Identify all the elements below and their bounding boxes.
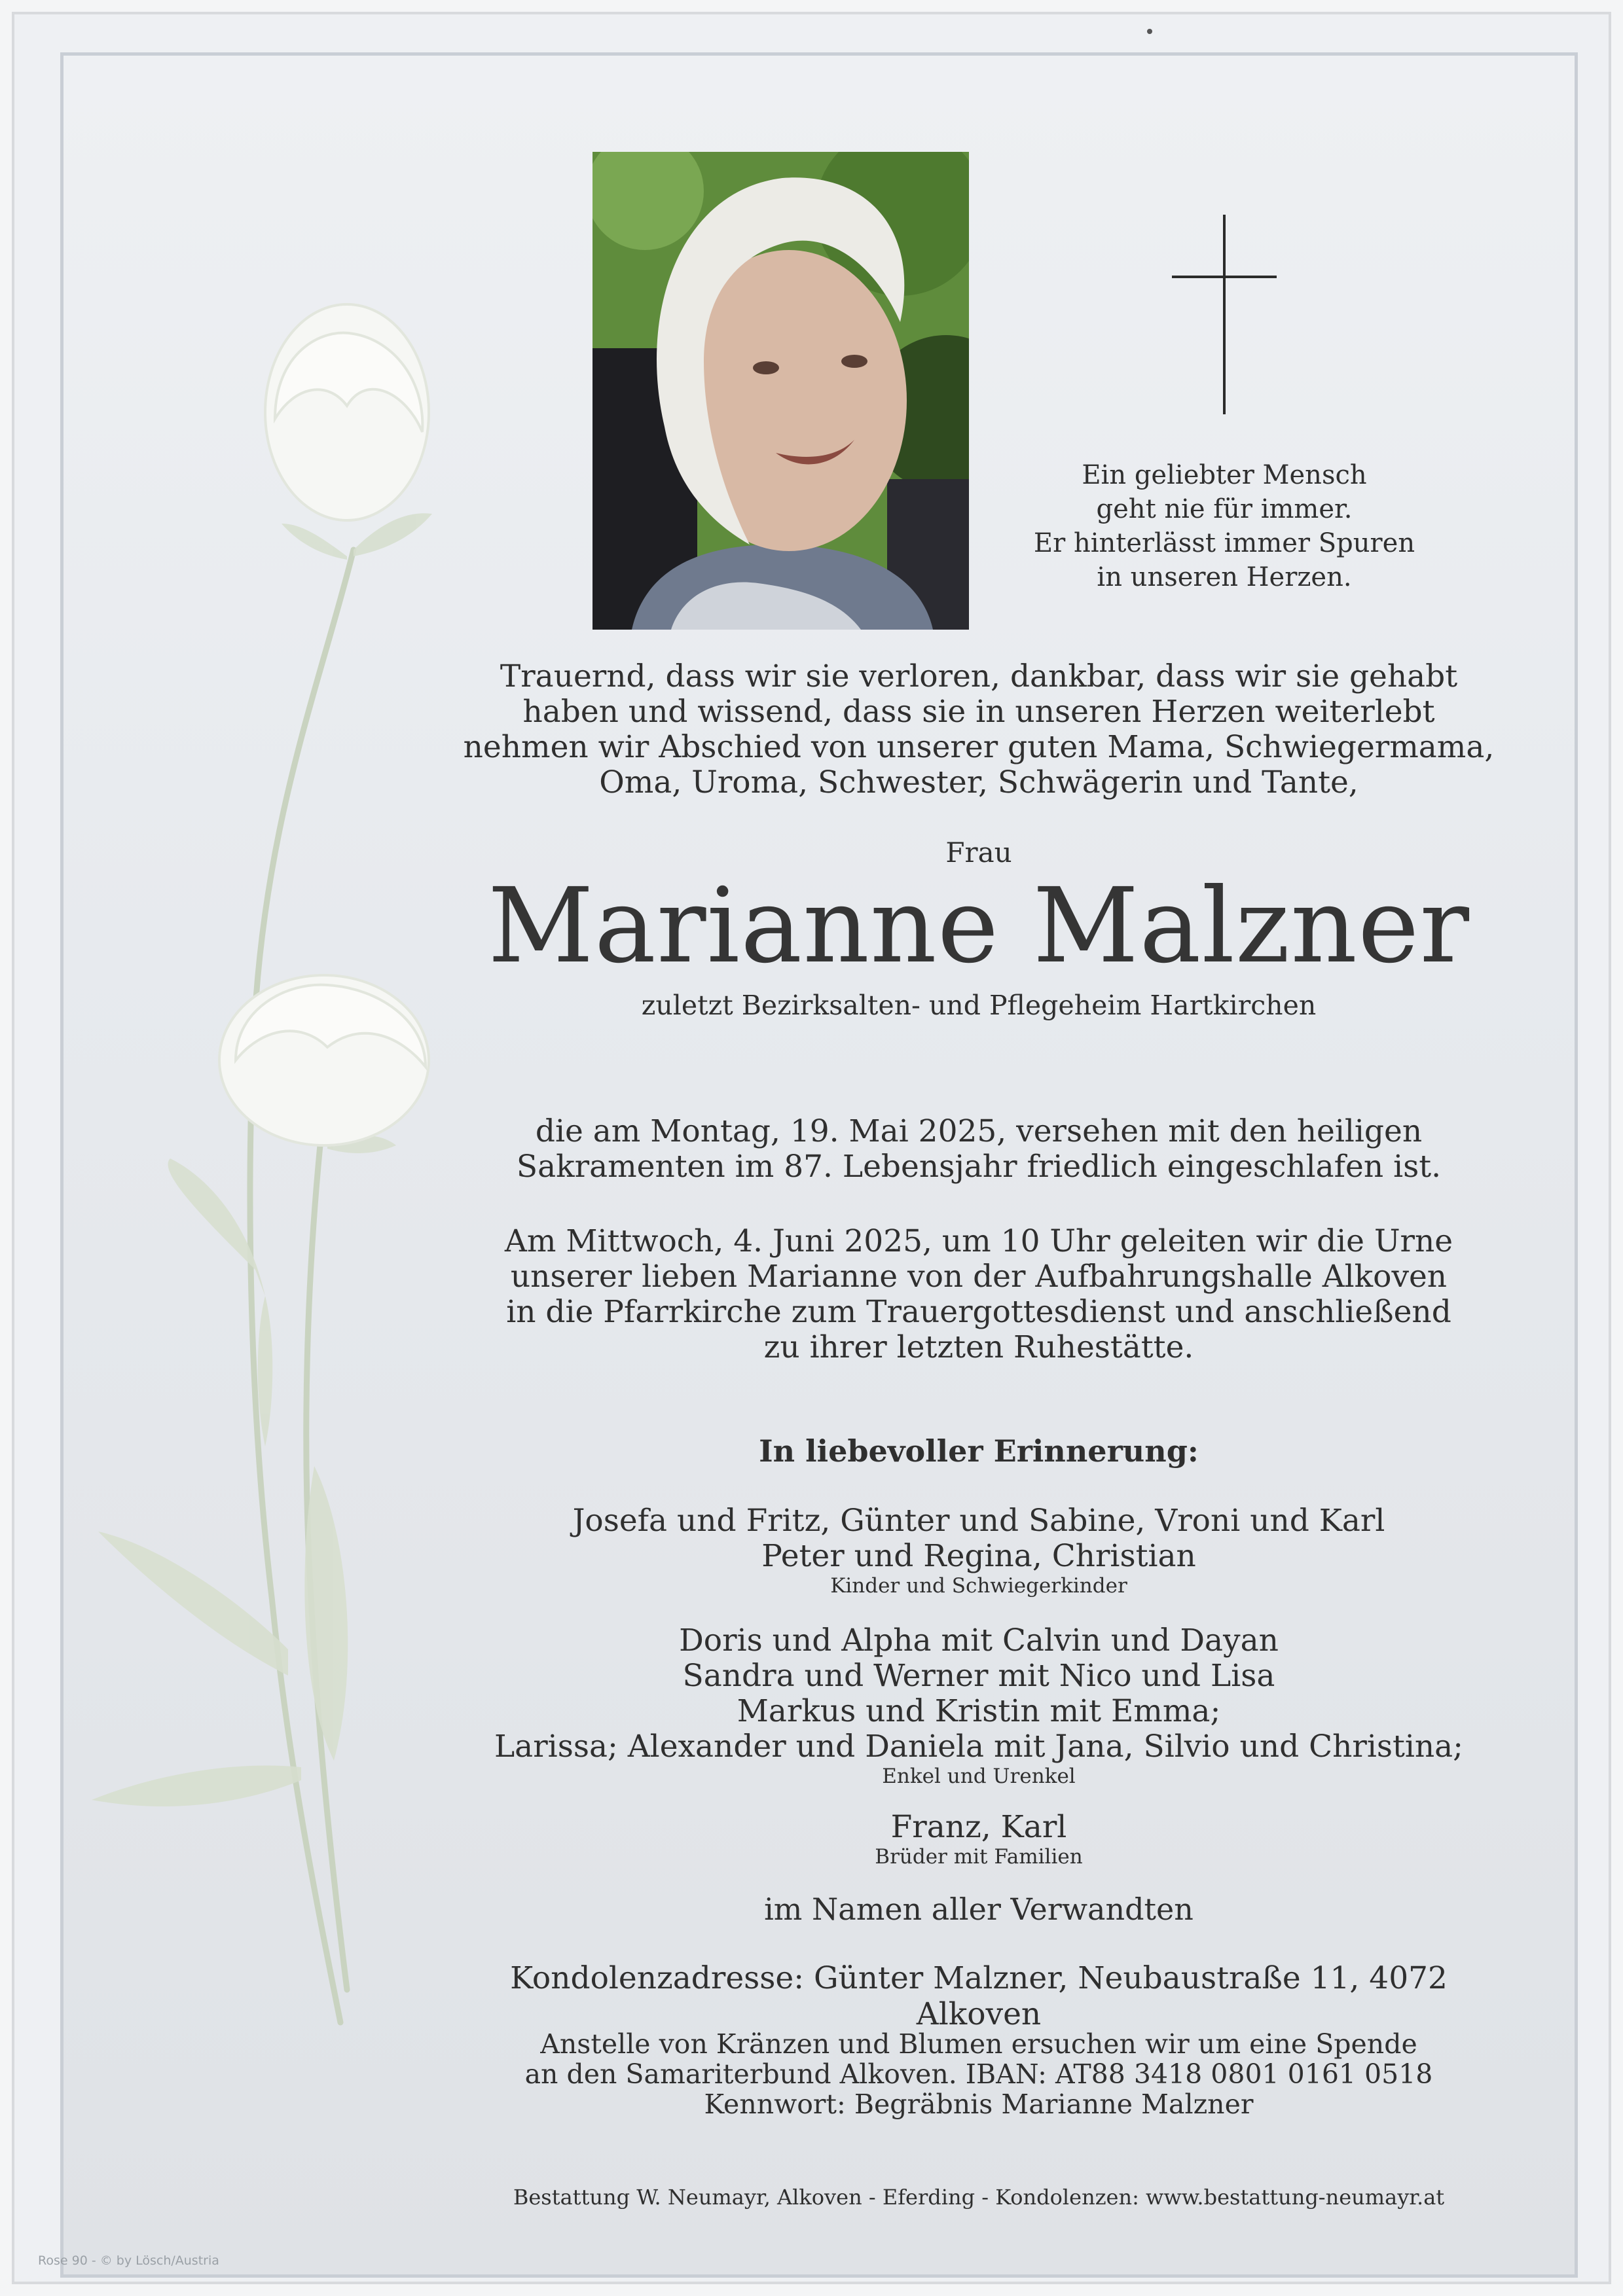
donation-line: an den Samariterbund Alkoven. IBAN: AT88 3418 0801 0161 0518 bbox=[524, 2058, 1433, 2090]
deceased-name: Marianne Malzner bbox=[487, 866, 1470, 986]
memorial-quote bbox=[1021, 458, 1427, 594]
condolence-address: Kondolenzadresse: Günter Malzner, Neubaustraße 11, 4072 Alkoven bbox=[510, 1960, 1448, 2032]
death-line: Sakramenten im 87. Lebensjahr friedlich eingeschlafen ist. bbox=[516, 1149, 1442, 1185]
white-rose-illustration bbox=[39, 288, 498, 2055]
intro-line: Trauernd, dass wir sie verloren, dankbar, dass wir sie gehabt bbox=[500, 658, 1458, 694]
quote-line: Er hinterlässt immer Spuren bbox=[1033, 528, 1415, 558]
mourner-line: Franz, Karl bbox=[890, 1809, 1067, 1845]
death-notice bbox=[458, 1114, 1499, 1185]
funeral-line: Am Mittwoch, 4. Juni 2025, um 10 Uhr geleiten wir die Urne bbox=[504, 1223, 1453, 1259]
death-line: die am Montag, 19. Mai 2025, versehen mit den heiligen bbox=[535, 1113, 1423, 1149]
last-residence: zuletzt Bezirksalten- und Pflegeheim Hartkirchen bbox=[641, 990, 1317, 1021]
image-credit: Rose 90 - © by Lösch/Austria bbox=[38, 2253, 219, 2268]
intro-line: nehmen wir Abschied von unserer guten Mama, Schwiegermama, bbox=[463, 729, 1495, 765]
portrait-photo bbox=[593, 152, 969, 630]
funeral-line: unserer lieben Marianne von der Aufbahrungshalle Alkoven bbox=[510, 1259, 1448, 1295]
mourner-line: Markus und Kristin mit Emma; bbox=[737, 1693, 1221, 1729]
donation-request bbox=[458, 2029, 1499, 2119]
speck bbox=[1147, 29, 1152, 34]
mourner-role: Kinder und Schwiegerkinder bbox=[830, 1574, 1127, 1598]
honorific: Frau bbox=[945, 836, 1012, 869]
mourner-role: Enkel und Urenkel bbox=[882, 1765, 1076, 1788]
mourner-group-grandchildren bbox=[458, 1623, 1499, 1788]
quote-line: Ein geliebter Mensch bbox=[1082, 460, 1367, 490]
funeral-line: in die Pfarrkirche zum Trauergottesdienst und anschließend bbox=[506, 1294, 1451, 1330]
mourner-group-brothers bbox=[458, 1810, 1499, 1869]
mourner-line: Sandra und Werner mit Nico und Lisa bbox=[682, 1658, 1275, 1694]
mourner-line: Larissa; Alexander und Daniela mit Jana, Silvio und Christina; bbox=[494, 1729, 1464, 1765]
funeral-details bbox=[458, 1224, 1499, 1365]
quote-line: in unseren Herzen. bbox=[1097, 562, 1352, 592]
funeral-line: zu ihrer letzten Ruhestätte. bbox=[763, 1329, 1194, 1365]
intro-line: haben und wissend, dass sie in unseren Herzen weiterlebt bbox=[522, 694, 1435, 730]
remembrance-heading: In liebevoller Erinnerung: bbox=[759, 1433, 1199, 1469]
donation-line: Anstelle von Kränzen und Blumen ersuchen wir um eine Spende bbox=[540, 2028, 1417, 2060]
funeral-home-footer: Bestattung W. Neumayr, Alkoven - Eferding - Kondolenzen: www.bestattung-neumayr.at bbox=[513, 2185, 1445, 2210]
intro-line: Oma, Uroma, Schwester, Schwägerin und Tante, bbox=[599, 764, 1359, 800]
mourner-role: Brüder mit Familien bbox=[875, 1845, 1083, 1869]
mourner-line: Peter und Regina, Christian bbox=[761, 1538, 1196, 1574]
closing-line: im Namen aller Verwandten bbox=[764, 1892, 1194, 1927]
mourner-group-children bbox=[458, 1503, 1499, 1598]
donation-line: Kennwort: Begräbnis Marianne Malzner bbox=[704, 2089, 1254, 2120]
mourner-line: Josefa und Fritz, Günter und Sabine, Vroni und Karl bbox=[572, 1503, 1385, 1539]
mourner-line: Doris und Alpha mit Calvin und Dayan bbox=[679, 1623, 1279, 1659]
quote-line: geht nie für immer. bbox=[1096, 494, 1353, 524]
intro-text bbox=[458, 659, 1499, 800]
cross-icon bbox=[1172, 215, 1277, 414]
